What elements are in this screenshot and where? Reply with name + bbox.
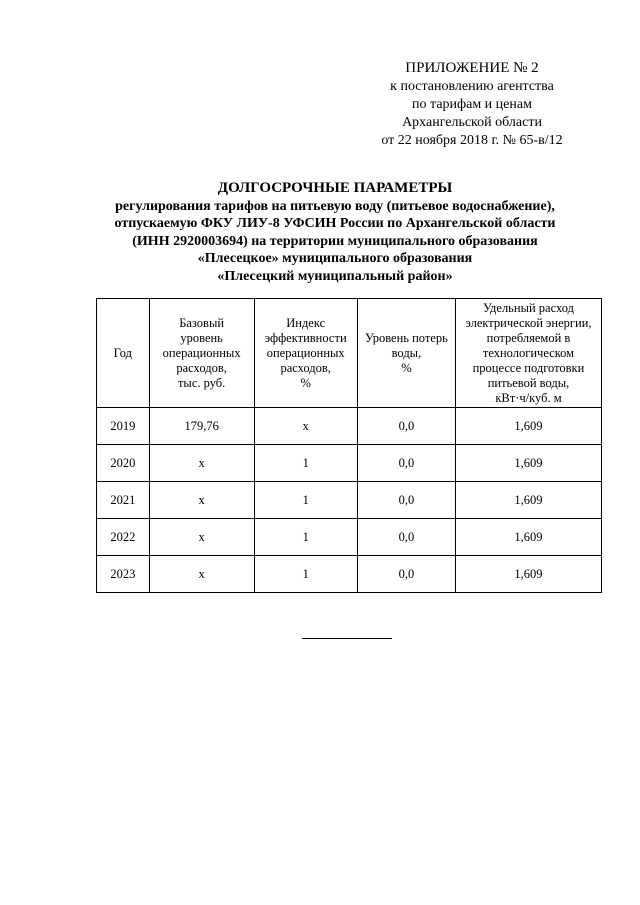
header-text-line: Уровень потерь <box>364 330 448 345</box>
header-text-line: расходов, <box>280 360 331 375</box>
cell-efficiency-index: x <box>254 408 357 445</box>
header-energy-consumption <box>455 299 601 408</box>
header-text-line: Индекс <box>286 315 326 330</box>
cell-efficiency-index: 1 <box>254 445 357 482</box>
header-text-line: тыс. руб. <box>177 375 226 390</box>
cell-energy-consumption: 1,609 <box>455 445 601 482</box>
appendix-line: Архангельской области <box>402 115 542 130</box>
cell-water-loss: 0,0 <box>357 482 455 519</box>
cell-year: 2021 <box>97 482 150 519</box>
heading-line: регулирования тарифов на питьевую воду (питьевое водоснабжение), <box>115 198 555 214</box>
table-body <box>97 408 602 593</box>
table-row <box>97 556 602 593</box>
header-text-line: воды, <box>391 345 422 360</box>
cell-water-loss: 0,0 <box>357 408 455 445</box>
heading-line: (ИНН 2920003694) на территории муниципального образования <box>132 233 538 249</box>
cell-year: 2019 <box>97 408 150 445</box>
document-title: ДОЛГОСРОЧНЫЕ ПАРАМЕТРЫ <box>217 180 453 196</box>
cell-water-loss: 0,0 <box>357 445 455 482</box>
header-text-line: % <box>401 360 412 375</box>
heading-line: «Плесецкое» муниципального образования <box>197 251 473 266</box>
cell-base-opex: x <box>149 482 254 519</box>
heading-line: «Плесецкий муниципальный район» <box>217 268 453 284</box>
cell-energy-consumption: 1,609 <box>455 556 601 593</box>
table-row <box>97 519 602 556</box>
header-water-loss <box>357 299 455 408</box>
cell-base-opex: 179,76 <box>149 408 254 445</box>
parameters-table <box>96 298 602 593</box>
header-text-line: технологическом <box>482 345 575 360</box>
appendix-line: по тарифам и ценам <box>412 97 532 112</box>
header-text-line: Удельный расход <box>482 300 574 315</box>
header-year <box>97 299 150 408</box>
header-text-line: уровень <box>180 330 223 345</box>
cell-energy-consumption: 1,609 <box>455 408 601 445</box>
header-efficiency-index <box>254 299 357 408</box>
appendix-line: к постановлению агентства <box>390 79 554 94</box>
cell-energy-consumption: 1,609 <box>455 482 601 519</box>
table-header-row <box>97 299 602 408</box>
cell-base-opex: x <box>149 519 254 556</box>
document-heading <box>90 180 580 285</box>
header-text-line: операционных <box>162 345 241 360</box>
header-text-line: эффективности <box>264 330 347 345</box>
cell-year: 2022 <box>97 519 150 556</box>
header-text-line: операционных <box>266 345 345 360</box>
header-text-line: питьевой воды, <box>487 375 570 390</box>
appendix-line: от 22 ноября 2018 г. № 65-в/12 <box>381 133 563 148</box>
cell-water-loss: 0,0 <box>357 556 455 593</box>
header-text-line: Год <box>113 345 133 360</box>
header-text-line: процессе подготовки <box>472 360 585 375</box>
cell-year: 2023 <box>97 556 150 593</box>
appendix-block <box>348 59 596 150</box>
cell-efficiency-index: 1 <box>254 482 357 519</box>
header-text-line: электрической энергии, <box>465 315 592 330</box>
signature-line <box>302 638 392 639</box>
table-row <box>97 482 602 519</box>
cell-base-opex: x <box>149 445 254 482</box>
header-text-line: потребляемой в <box>486 330 571 345</box>
heading-line: отпускаемую ФКУ ЛИУ-8 УФСИН России по Архангельской области <box>114 216 556 231</box>
header-text-line: расходов, <box>176 360 227 375</box>
cell-base-opex: x <box>149 556 254 593</box>
header-text-line: кВт·ч/куб. м <box>495 390 562 405</box>
header-text-line: % <box>300 375 311 390</box>
cell-efficiency-index: 1 <box>254 519 357 556</box>
header-text-line: Базовый <box>179 315 225 330</box>
cell-water-loss: 0,0 <box>357 519 455 556</box>
cell-efficiency-index: 1 <box>254 556 357 593</box>
cell-energy-consumption: 1,609 <box>455 519 601 556</box>
header-base-opex <box>149 299 254 408</box>
cell-year: 2020 <box>97 445 150 482</box>
appendix-title: ПРИЛОЖЕНИЕ № 2 <box>405 60 539 76</box>
table-row <box>97 408 602 445</box>
table-row <box>97 445 602 482</box>
